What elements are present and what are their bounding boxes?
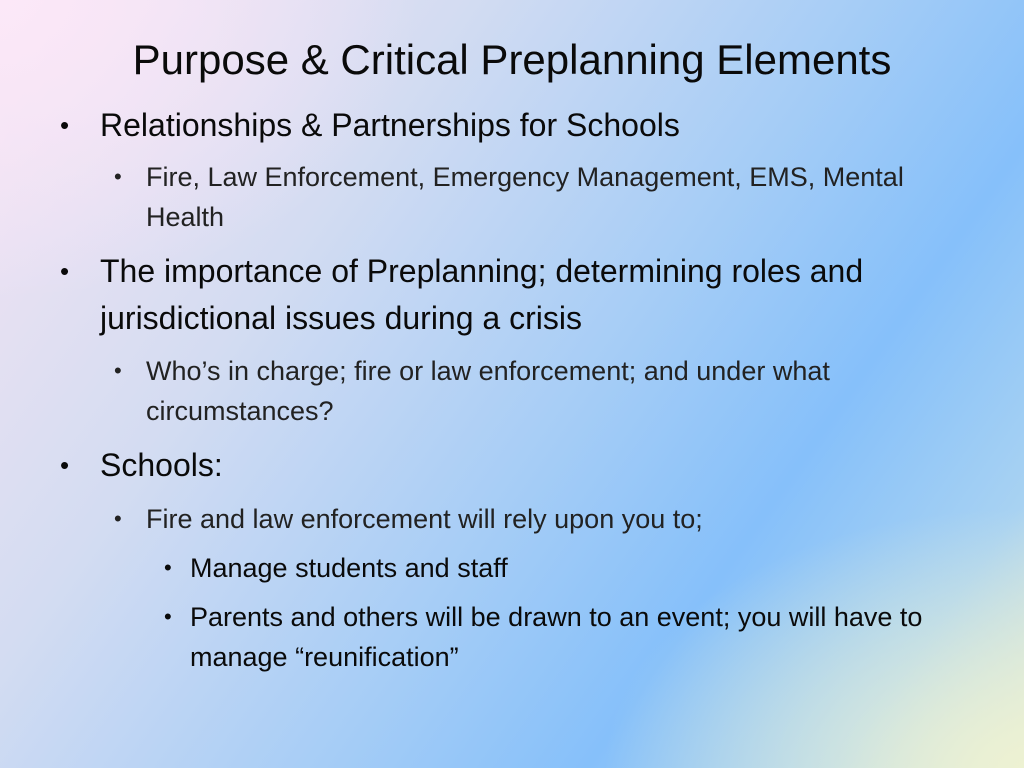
bullet-text: Who’s in charge; fire or law enforcement; and under what circumstances?: [146, 356, 830, 426]
sub-sub-bullet-reunification: [164, 597, 970, 677]
bullet-dot-icon: •: [60, 450, 70, 480]
bullet-dot-icon: •: [60, 110, 70, 140]
bullet-text: Parents and others will be drawn to an event; you will have to manage “reunification”: [190, 602, 923, 672]
bullet-dot-icon: •: [164, 604, 172, 629]
sub-sub-bullet-manage-students: [164, 548, 970, 588]
bullet-text: Fire and law enforcement will rely upon you to;: [146, 504, 703, 534]
slide-title: Purpose & Critical Preplanning Elements: [132, 36, 892, 83]
bullet-preplanning: [60, 248, 950, 342]
bullet-dot-icon: •: [60, 256, 70, 286]
bullet-dot-icon: •: [114, 506, 122, 531]
bullet-text: The importance of Preplanning; determining roles and jurisdictional issues during a crisis: [100, 253, 864, 336]
bullet-text: Relationships & Partnerships for Schools: [100, 107, 680, 143]
bullet-text: Manage students and staff: [190, 553, 508, 583]
bullet-relationships: [60, 102, 950, 149]
sub-bullet-whos-in-charge: [114, 351, 966, 431]
bullet-dot-icon: •: [114, 164, 122, 189]
bullet-text: Schools:: [100, 447, 223, 483]
bullet-schools: [60, 442, 950, 489]
bullet-dot-icon: •: [114, 358, 122, 383]
sub-bullet-rely-upon: [114, 499, 966, 539]
sub-bullet-agencies: [114, 157, 966, 237]
bullet-dot-icon: •: [164, 555, 172, 580]
bullet-text: Fire, Law Enforcement, Emergency Management, EMS, Mental Health: [146, 162, 904, 232]
